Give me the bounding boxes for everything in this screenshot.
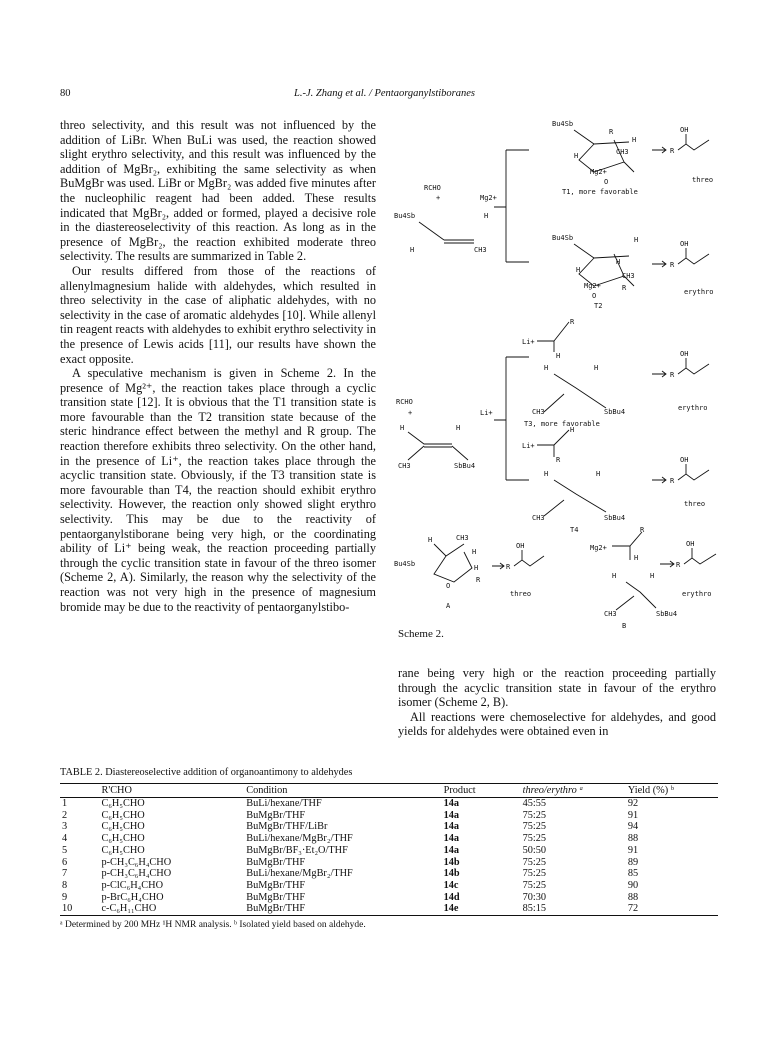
table-2 [60,767,718,930]
atom-sbbu4: SbBu4 [604,514,626,522]
table-cell: 50:50 [522,844,547,856]
atom-ch3: CH3 [456,534,469,542]
arrow [660,561,674,567]
atom-r: R [622,284,627,292]
table-cell: 85 [627,868,639,880]
atom-h: H [484,212,489,220]
atom-oh: OH [680,350,689,358]
table-cell: 6 [62,856,68,868]
atom-r: R [670,371,675,379]
atom-h: H [634,554,639,562]
page-number: 80 [60,88,71,99]
table-cell: 9 [62,891,68,903]
paragraph: Our results differed from those of the reactions of allenylmagnesium halide with aldehydes, which resulted in threo selectivity in the case of aliphatic aldehydes, with no selectivity in the case of aromatic aldehydes [10]. While allenyl tin reagent reacts with aldehydes to exhibit erythro selectivity in the presence of Lewis acids [11], our results have shown the exact opposite. [60,263,376,366]
atom-bu4sb: Bu4Sb [394,560,416,568]
atom-h: H [596,470,601,478]
atom-h: H [616,258,621,266]
table-cell: 89 [627,856,639,868]
threo-label: threo [684,500,706,508]
table-cell: BuMgBr/THF [246,809,306,821]
atom-oh: OH [680,126,689,134]
arrow [652,477,666,483]
table-cell: 14a [443,809,460,821]
table-cell: 88 [627,891,639,903]
atom-bu4sb: Bu4Sb [552,234,574,242]
atom-r: R [670,147,675,155]
atom-h: H [632,136,637,144]
table-caption: TABLE 2. Diastereoselective addition of organoantimony to aldehydes [60,767,353,778]
right-column [398,666,716,739]
table-cell: p-CH₃C₆H₄CHO [101,868,172,880]
atom-o: O [592,292,597,300]
table-row [60,892,718,904]
atom-r: R [640,526,645,534]
table-cell: BuMgBr/THF [246,879,306,891]
table-cell: 45:55 [522,798,547,809]
column-header: Yield (%) ᵇ [626,784,718,798]
table-cell: c-C₆H₁₁CHO [99,903,244,915]
atom-h: H [576,266,581,274]
atom-r: R [556,456,561,464]
table-cell: BuLi/hexane/THF [246,798,322,809]
table-cell: 4 [62,833,68,845]
erythro-label: erythro [682,590,712,598]
table-cell: 14d [443,891,460,903]
ts-t1-label: T1, more favorable [562,188,638,196]
atom-bu4sb: Bu4Sb [552,120,574,128]
branch-arrow-li [494,357,529,480]
table-cell: p-BrC₆H₄CHO [101,891,164,903]
table-cell: 88 [627,833,639,845]
product-erythro-structure [678,358,709,374]
atom-sbbu4: SbBu4 [604,408,626,416]
column-header: R'CHO [99,784,244,798]
table-cell: 14a [443,798,460,809]
page-header [60,88,709,102]
table-cell: 94 [627,821,639,833]
erythro-label: erythro [678,404,708,412]
ts-a-ring [434,544,472,582]
atom-h: H [410,246,415,254]
atom-sbbu4: SbBu4 [454,462,476,470]
plus-sign: + [408,409,413,417]
table-row [60,810,718,822]
product-erythro-structure [684,548,716,564]
atom-r: R [570,318,575,326]
table-cell: C₆H₅CHO [101,833,145,845]
paragraph: A speculative mechanism is given in Scheme 2. In the presence of Mg²⁺, the reaction takes place through a cyclic transition state [12]. It is obvious that the T1 transition state is more favourable than the T2 transition state because of the steric hindrance effect between the methyl and R group. The reaction therefore exhibits threo selectivity. On the other hand, in the presence of Li⁺, the reaction takes place through the acyclic transition state. Obviously, if the T3 transition state is more favourable than T4, the reaction should exhibit erythro selectivity. However, the reaction only showed slight erythro selectivity. This may be due to the reactivity of pentaorganylstiborane being very high, or the coordinating ability of Li⁺ being weak, the reaction proceeding partially through the cyclic transition state in favour of the threo isomer (Scheme 2, A). Similarly, the reason why the selectivity of the reaction was not very high in the presence of magnesium bromide may be due to the reactivity of pentaorganylstibo- [60,366,376,614]
table-cell: 75:25 [522,833,547,845]
mg-label: Mg2+ [584,282,601,290]
atom-h: H [556,352,561,360]
atom-r: R [670,261,675,269]
table-body [60,798,718,916]
ts-t3-allene [544,374,606,412]
atom-oh: OH [680,456,689,464]
table-cell: 14b [443,856,460,868]
table-cell: 3 [62,821,68,833]
atom-h: H [456,424,461,432]
table-row [60,833,718,845]
table-cell: 91 [627,844,639,856]
product-threo-structure [678,464,709,480]
scheme-caption: Scheme 2. [398,628,444,640]
label-b: B [622,622,627,630]
table-cell: 14a [443,833,460,845]
column-header: Product [442,784,521,798]
scheme-drawing [394,112,726,646]
table-cell: BuMgBr/THF [246,856,306,868]
atom-h: H [400,424,405,432]
table-cell: 75:25 [522,879,547,891]
table-cell: 14c [443,879,459,891]
table-row [60,857,718,869]
atom-h: H [634,236,639,244]
table-cell: C₆H₅CHO [101,809,145,821]
ts-t2-label: T2 [594,302,603,310]
li-label: Li+ [480,409,493,417]
table-cell: BuMgBr/THF [244,903,441,915]
table-cell: 91 [627,809,639,821]
atom-h: H [544,364,549,372]
atom-oh: OH [516,542,525,550]
left-column [60,118,376,614]
table-row [60,798,718,810]
table-cell: 2 [62,809,68,821]
table-row [60,880,718,892]
table-header-row [60,784,718,798]
table-cell: 14a [443,821,460,833]
plus-sign: + [436,194,441,202]
atom-oh: OH [680,240,689,248]
atom-h: H [474,564,479,572]
ts-t3-carbonyl [537,322,569,352]
column-header [60,784,99,798]
threo-label: threo [692,176,714,184]
table-cell: 14b [443,868,460,880]
atom-ch3: CH3 [532,514,545,522]
ts-t4-label: T4 [570,526,579,534]
table-cell: 7 [62,868,68,880]
atom-ch3: CH3 [474,246,487,254]
column-header: threo/erythro ᵃ [521,784,626,798]
running-head: L.-J. Zhang et al. / Pentaorganylstiboranes [293,88,476,99]
li-label: Li+ [522,442,535,450]
table-cell: 85:15 [521,903,626,915]
scheme-2-figure [394,112,726,646]
mg-label: Mg2+ [590,168,607,176]
product-threo-structure [678,134,709,150]
table-cell: 75:25 [522,809,547,821]
table-cell: 75:25 [522,821,547,833]
table-cell: p-ClC₆H₄CHO [101,879,163,891]
atom-h: H [570,426,575,434]
table-row [60,845,718,857]
atom-ch3: CH3 [398,462,411,470]
product-erythro-structure [678,248,709,264]
paragraph: All reactions were chemoselective for aldehydes, and good yields for aldehydes were obtained even in [398,709,716,739]
atom-h: H [544,470,549,478]
data-table [60,783,718,916]
atom-h: H [650,572,655,580]
arrow [652,261,666,267]
atom-r: R [476,576,481,584]
paragraph: rane being very high or the reaction proceeding partially through the acyclic transition state in favour of the erythro isomer (Scheme 2, B). [398,666,716,710]
reagent-bu4sb: Bu4Sb [394,212,416,220]
table-cell: 92 [627,798,639,809]
table-cell: C₆H₅CHO [101,821,145,833]
table-cell: 70:30 [522,891,547,903]
arrow [652,147,666,153]
atom-h: H [472,548,477,556]
atom-ch3: CH3 [616,148,629,156]
atom-o: O [446,582,451,590]
table-row [60,821,718,833]
table-cell: BuLi/hexane/MgBr₂/THF [246,868,353,880]
table-cell: 72 [626,903,718,915]
reagent-rcho: RCHO [396,398,413,406]
table-cell: 14a [443,844,460,856]
product-threo-structure [514,550,544,566]
table-cell: 75:25 [522,856,547,868]
atom-h: H [594,364,599,372]
erythro-label: erythro [684,288,714,296]
atom-ch3: CH3 [604,610,617,618]
threo-label: threo [510,590,532,598]
atom-r: R [670,477,675,485]
atom-r: R [506,563,511,571]
reagent-rcho: RCHO [424,184,441,192]
table-cell: BuMgBr/THF [246,891,306,903]
table-row [60,903,718,915]
table-cell: 10 [60,903,99,915]
reagent-allene-sb [408,432,468,460]
ts-t4-allene [544,480,606,516]
li-label: Li+ [522,338,535,346]
table-cell: BuMgBr/THF/LiBr [246,821,328,833]
atom-oh: OH [686,540,695,548]
atom-r: R [676,561,681,569]
table-cell: 75:25 [522,868,547,880]
table-cell: C₆H₅CHO [101,798,145,809]
table-cell: BuLi/hexane/MgBr₂/THF [246,833,353,845]
table-cell: C₆H₅CHO [101,844,145,856]
arrow [652,371,666,377]
ts-t4-carbonyl [537,430,569,457]
atom-ch3: CH3 [622,272,635,280]
table-cell: p-CH₃C₆H₄CHO [101,856,172,868]
table-cell: 5 [62,844,68,856]
atom-o: O [604,178,609,186]
table-cell: 8 [62,879,68,891]
atom-ch3: CH3 [532,408,545,416]
table-footnote: ᵃ Determined by 200 MHz ¹H NMR analysis. ᵇ Isolated yield based on aldehyde. [60,920,366,931]
atom-r: R [609,128,614,136]
atom-h: H [574,152,579,160]
atom-sbbu4: SbBu4 [656,610,678,618]
mg-label: Mg2+ [480,194,497,202]
paragraph: threo selectivity, and this result was not influenced by the addition of LiBr. When BuLi was used, the reaction showed slight erythro selectivity, and this result was influenced by the addition of MgBr₂, exhibiting the same selectivity as when BuMgBr was used. LiBr or MgBr₂ was added five minutes after the nucleophilic reagent had been added. These results indicated that MgBr₂, added or formed, played a decisive role in the diastereoselectivity of this reaction. As long as in the presence of MgBr₂, the reaction exhibited moderate threo selectivity. The results are summarized in Table 2. [60,118,376,264]
mg-label: Mg2+ [590,544,607,552]
table-cell: BuMgBr/BF₃·Et₂O/THF [246,844,348,856]
table-cell: 90 [627,879,639,891]
table-cell: 1 [62,798,68,809]
arrow [492,563,504,569]
ts-t3-label: T3, more favorable [524,420,600,428]
table-cell: 14e [442,903,521,915]
atom-h: H [612,572,617,580]
label-a: A [446,602,451,610]
atom-h: H [428,536,433,544]
table-row [60,868,718,880]
ts-b-allene [616,582,656,610]
branch-arrow-mg [494,150,529,262]
column-header: Condition [244,784,441,798]
